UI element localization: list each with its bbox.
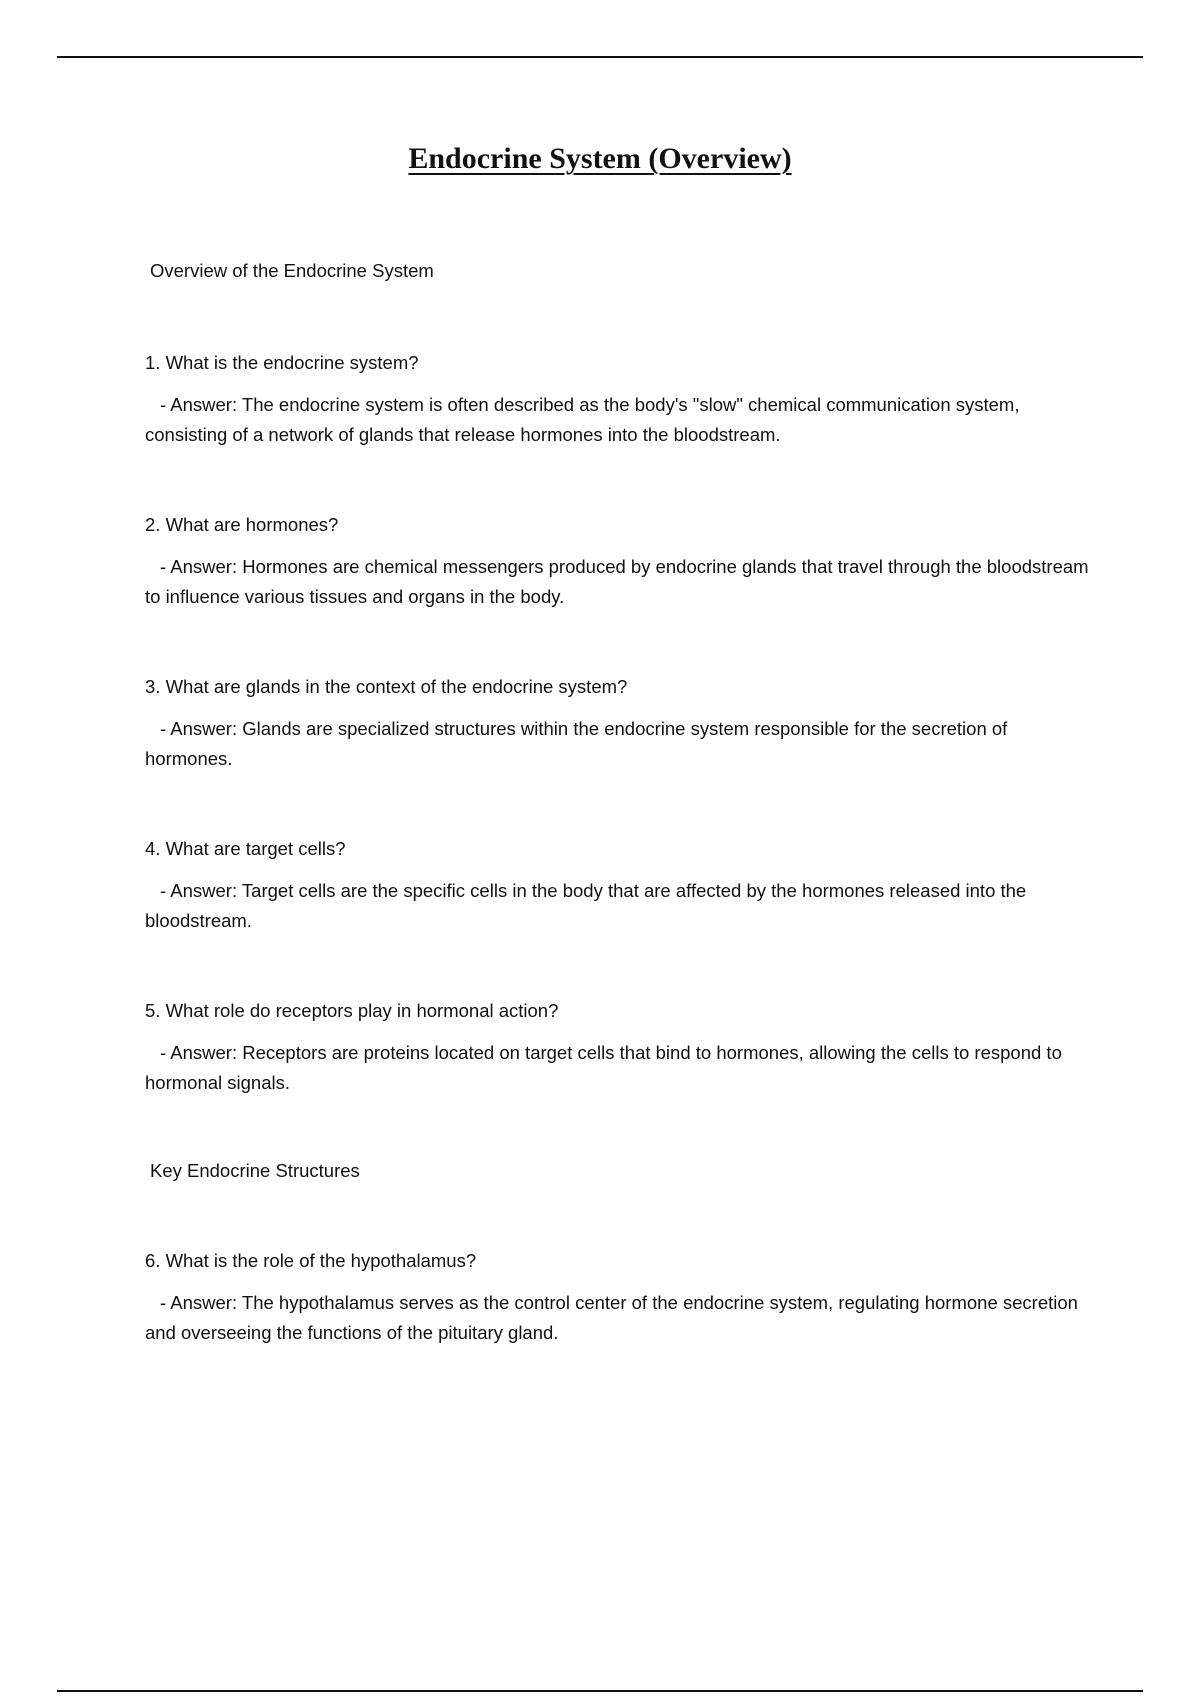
document-body xyxy=(145,256,1095,1348)
qa-item-2 xyxy=(145,510,1095,612)
answer-1: - Answer: The endocrine system is often described as the body's "slow" chemical communication system, consisting of a network of glands that release hormones into the bloodstream. xyxy=(145,394,1020,445)
question-4: 4. What are target cells? xyxy=(145,838,346,859)
top-rule xyxy=(57,56,1143,58)
question-2: 2. What are hormones? xyxy=(145,514,339,535)
section-heading-key-structures: Key Endocrine Structures xyxy=(150,1160,360,1181)
qa-item-4 xyxy=(145,834,1095,936)
answer-5: - Answer: Receptors are proteins located on target cells that bind to hormones, allowing the cells to respond to hormonal signals. xyxy=(145,1042,1062,1093)
qa-item-5 xyxy=(145,996,1095,1098)
qa-item-1 xyxy=(145,348,1095,450)
question-5: 5. What role do receptors play in hormonal action? xyxy=(145,1000,559,1021)
question-3: 3. What are glands in the context of the endocrine system? xyxy=(145,676,628,697)
bottom-rule xyxy=(57,1690,1143,1692)
page-title xyxy=(0,142,1200,176)
answer-2: - Answer: Hormones are chemical messengers produced by endocrine glands that travel through the bloodstream to influence various tissues and organs in the body. xyxy=(145,556,1089,607)
qa-item-3 xyxy=(145,672,1095,774)
page-title-text: Endocrine System (Overview) xyxy=(408,142,792,175)
answer-6: - Answer: The hypothalamus serves as the control center of the endocrine system, regulating hormone secretion and overseeing the functions of the pituitary gland. xyxy=(145,1292,1078,1343)
question-1: 1. What is the endocrine system? xyxy=(145,352,419,373)
answer-3: - Answer: Glands are specialized structures within the endocrine system responsible for the secretion of hormones. xyxy=(145,718,1008,769)
section-heading-overview: Overview of the Endocrine System xyxy=(150,260,434,281)
answer-4: - Answer: Target cells are the specific cells in the body that are affected by the hormones released into the bloodstream. xyxy=(145,880,1027,931)
question-6: 6. What is the role of the hypothalamus? xyxy=(145,1250,477,1271)
qa-item-6 xyxy=(145,1246,1095,1348)
